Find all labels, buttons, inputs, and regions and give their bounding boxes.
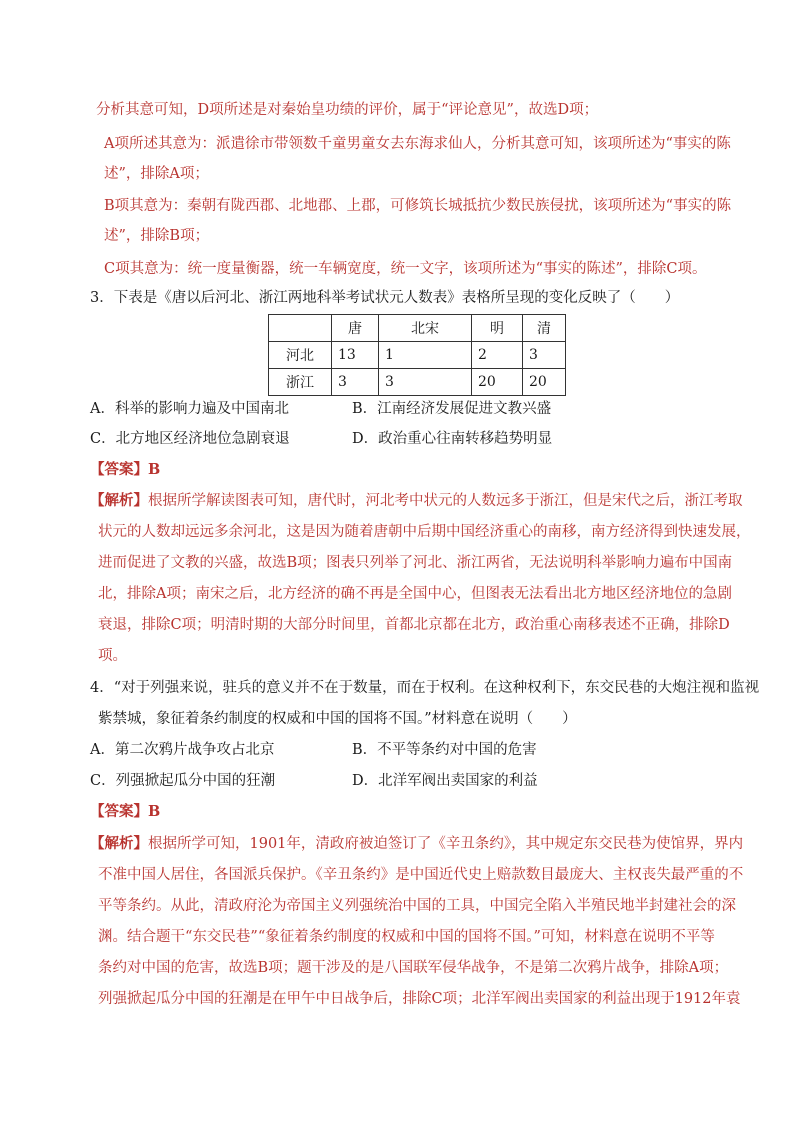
analysis-line: 北，排除A项；南宋之后，北方经济的确不再是全国中心，但图表无法看出北方地区经济地位的急剧 [98, 586, 732, 602]
table-cell: 20 [472, 369, 523, 396]
table-cell [269, 315, 332, 342]
question-4-stem: 紫禁城，象征着条约制度的权威和中国的国将不国。”材料意在说明（ ） [98, 711, 577, 727]
analysis-line: 列强掀起瓜分中国的狂潮是在甲午中日战争后，排除C项；北洋军阀出卖国家的利益出现于1912年袁 [98, 991, 741, 1007]
question-4-stem: 4．“对于列强来说，驻兵的意义并不在于数量，而在于权利。在这种权利下，东交民巷的大炮注视和监视 [90, 680, 760, 696]
option-b: B．江南经济发展促进文教兴盛 [352, 401, 552, 417]
analysis-tag: 【解析】 [90, 492, 148, 509]
analysis-line: 不准中国人居住，各国派兵保护。《辛丑条约》是中国近代史上赔款数目最庞大、主权丧失最严重的不 [98, 867, 744, 883]
analysis-line: A项所述其意为：派遣徐市带领数千童男童女去东海求仙人，分析其意可知，该项所述为“事实的陈 [104, 136, 731, 152]
analysis-line: 平等条约。从此，清政府沦为帝国主义列强统治中国的工具，中国完全陷入半殖民地半封建社会的深 [98, 898, 736, 914]
option-a: A．第二次鸦片战争攻占北京 [90, 742, 275, 758]
option-c: C．北方地区经济地位急剧衰退 [90, 431, 290, 447]
answer-line [90, 802, 160, 822]
table-row [269, 342, 566, 369]
analysis-line [90, 491, 743, 511]
table-cell: 3 [523, 342, 566, 369]
option-d: D．北洋军阀出卖国家的利益 [352, 773, 538, 789]
answer-value: B [148, 461, 161, 478]
analysis-text: 根据所学解读图表可知，唐代时，河北考中状元的人数远多于浙江，但是宋代之后，浙江考取 [148, 493, 743, 509]
table-cell: 3 [379, 369, 472, 396]
analysis-quote: “象征着条约制度的权威和中国的国将不国。” [257, 929, 541, 945]
analysis-line [90, 834, 743, 854]
answer-tag: 【答案】 [90, 461, 148, 478]
table-header-cell: 清 [523, 315, 566, 342]
analysis-line: 进而促进了文教的兴盛，故选B项；图表只列举了河北、浙江两省，无法说明科举影响力遍布中国南 [98, 555, 733, 571]
analysis-line: 条约对中国的危害，故选B项；题干涉及的是八国联军侵华战争，不是第二次鸦片战争，排除A项； [98, 960, 729, 976]
table-header-cell: 唐 [332, 315, 379, 342]
option-a: A．科举的影响力遍及中国南北 [90, 401, 289, 417]
analysis-line: 述”，排除A项； [104, 166, 209, 182]
score-table [268, 314, 566, 396]
table-cell: 13 [332, 342, 379, 369]
table-header-cell: 明 [472, 315, 523, 342]
table-row-label: 浙江 [269, 369, 332, 396]
analysis-text: 渊。结合题干“东交民巷” [98, 929, 258, 945]
question-3-stem: 3．下表是《唐以后河北、浙江两地科举考试状元人数表》表格所呈现的变化反映了（ ） [90, 290, 680, 306]
table-cell: 20 [523, 369, 566, 396]
analysis-text: 根据所学可知，1901年，清政府被迫签订了《辛丑条约》，其中规定东交民巷为使馆界，界内 [148, 836, 744, 852]
answer-tag: 【答案】 [90, 803, 148, 820]
analysis-tag: 【解析】 [90, 835, 148, 852]
option-b: B．不平等条约对中国的危害 [352, 742, 537, 758]
option-d: D．政治重心往南转移趋势明显 [352, 431, 553, 447]
table-row [269, 369, 566, 396]
table-header-cell: 北宋 [379, 315, 472, 342]
analysis-line: 项。 [98, 648, 127, 664]
answer-line [90, 460, 160, 480]
analysis-line: 述”，排除B项； [104, 228, 210, 244]
option-c: C．列强掀起瓜分中国的狂潮 [90, 773, 276, 789]
analysis-line: 状元的人数却远远多余河北，这是因为随着唐朝中后期中国经济重心的南移，南方经济得到快速发展， [98, 524, 751, 540]
table-cell: 3 [332, 369, 379, 396]
analysis-line: 衰退，排除C项；明清时期的大部分时间里，首都北京都在北方，政治重心南移表述不正确，排除D [98, 617, 730, 633]
table-row-label: 河北 [269, 342, 332, 369]
table-cell: 1 [379, 342, 472, 369]
analysis-line: 分析其意可知，D项所述是对秦始皇功绩的评价，属于“评论意见”，故选D项； [96, 102, 599, 118]
table-cell: 2 [472, 342, 523, 369]
analysis-line: B项其意为：秦朝有陇西郡、北地郡、上郡，可修筑长城抵抗少数民族侵扰，该项所述为“事实的陈 [104, 198, 732, 214]
table-header-row [269, 315, 566, 342]
analysis-line: C项其意为：统一度量衡器，统一车辆宽度，统一文字，该项所述为“事实的陈述”，排除C项。 [104, 261, 707, 277]
analysis-line [98, 927, 715, 947]
answer-value: B [148, 803, 161, 820]
analysis-text: 可知，材料意在说明不平等 [540, 929, 715, 945]
